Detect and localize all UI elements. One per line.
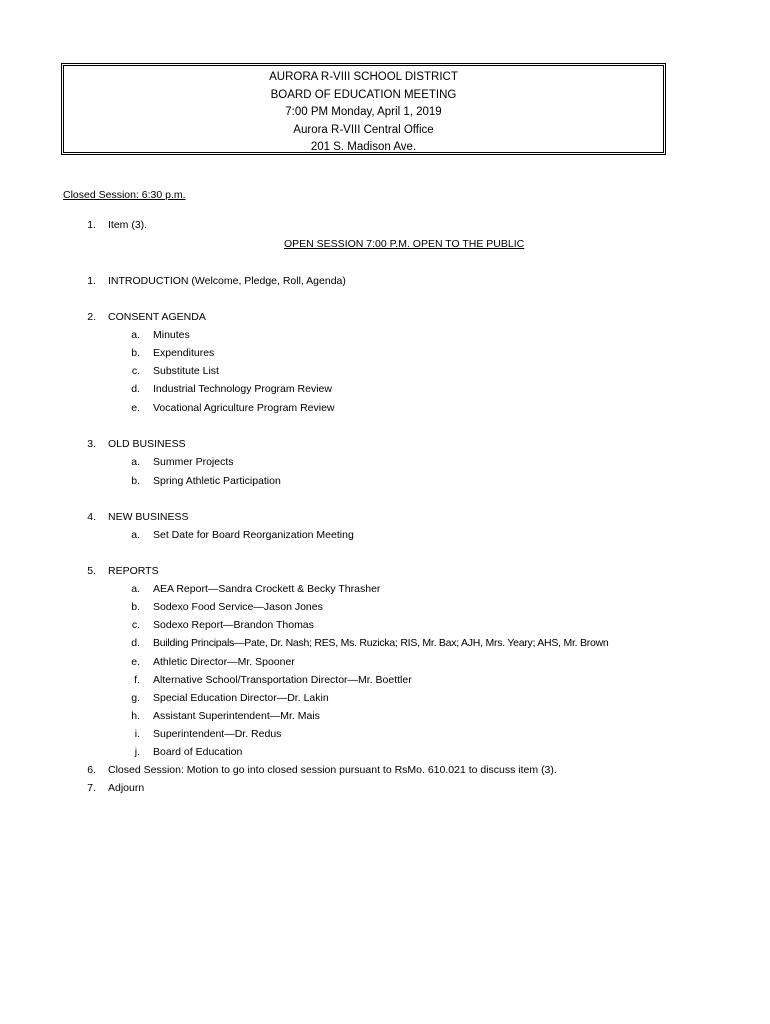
subitem-letter: a. (131, 456, 140, 468)
section-number: 2. (87, 311, 96, 323)
section-title: Closed Session: Motion to go into closed session pursuant to RsMo. 610.021 to discuss item (3). (108, 764, 557, 776)
subitem-letter: a. (131, 329, 140, 341)
meeting-address: 201 S. Madison Ave. (310, 141, 417, 153)
subitem-text: Athletic Director—Mr. Spooner (153, 656, 295, 668)
subitem-text: Alternative School/Transportation Director—Mr. Boettler (153, 674, 412, 686)
subitem-letter: b. (131, 475, 140, 487)
section-title: NEW BUSINESS (108, 511, 189, 523)
subitem-text: Special Education Director—Dr. Lakin (153, 692, 329, 704)
subitem-text: Substitute List (153, 365, 219, 377)
section-title: CONSENT AGENDA (108, 311, 206, 323)
subitem-letter: e. (131, 656, 140, 668)
meeting-header-box (63, 65, 664, 153)
subitem-letter: b. (131, 347, 140, 359)
item-number: 1. (87, 219, 96, 231)
subitem-letter: h. (131, 710, 140, 722)
section-number: 1. (87, 275, 96, 287)
subitem-text: Minutes (153, 329, 190, 341)
section-title: INTRODUCTION (Welcome, Pledge, Roll, Agenda) (108, 275, 346, 287)
subitem-letter: c. (131, 619, 140, 631)
subitem-text: Vocational Agriculture Program Review (153, 402, 335, 414)
meeting-location: Aurora R-VIII Central Office (293, 123, 434, 136)
section-title: REPORTS (108, 565, 159, 577)
subitem-letter: d. (131, 637, 140, 649)
meeting-datetime: 7:00 PM Monday, April 1, 2019 (285, 106, 442, 118)
subitem-letter: b. (131, 601, 140, 613)
subitem-text: Spring Athletic Participation (153, 475, 281, 487)
section-number: 5. (87, 565, 96, 577)
subitem-text: Superintendent—Dr. Redus (153, 728, 282, 740)
subitem-letter: g. (131, 692, 140, 704)
section-number: 3. (87, 438, 96, 450)
subitem-letter: j. (134, 746, 140, 758)
subitem-letter: a. (131, 583, 140, 595)
subitem-text: Board of Education (153, 746, 243, 758)
section-number: 4. (87, 511, 96, 523)
district-name: AURORA R-VIII SCHOOL DISTRICT (269, 71, 458, 83)
section-title: OLD BUSINESS (108, 438, 186, 450)
section-number: 7. (87, 782, 96, 794)
section-title: Adjourn (108, 782, 145, 794)
subitem-text: Building Principals—Pate, Dr. Nash; RES, Ms. Ruzicka; RIS, Mr. Bax; AJH, Mrs. Yeary; AHS, Mr. Brown (153, 637, 609, 649)
subitem-letter: c. (131, 365, 140, 377)
subitem-letter: d. (131, 383, 140, 395)
subitem-text: Set Date for Board Reorganization Meeting (153, 529, 354, 541)
subitem-text: Sodexo Report—Brandon Thomas (153, 619, 314, 631)
item-text: Item (3). (108, 219, 148, 231)
subitem-text: Assistant Superintendent—Mr. Mais (153, 710, 320, 722)
subitem-text: Summer Projects (153, 456, 234, 468)
subitem-text: Sodexo Food Service—Jason Jones (153, 601, 323, 613)
subitem-text: AEA Report—Sandra Crockett & Becky Thrasher (153, 583, 381, 595)
subitem-letter: a. (131, 529, 140, 541)
subitem-letter: f. (134, 674, 140, 686)
open-session-title: OPEN SESSION 7:00 P.M. OPEN TO THE PUBLIC (284, 238, 525, 250)
subitem-letter: e. (131, 402, 140, 414)
subitem-text: Expenditures (153, 347, 215, 359)
meeting-title: BOARD OF EDUCATION MEETING (270, 88, 457, 101)
closed-session-title: Closed Session: 6:30 p.m. (63, 189, 186, 201)
subitem-letter: i. (134, 728, 140, 740)
subitem-text: Industrial Technology Program Review (153, 383, 332, 395)
section-number: 6. (87, 764, 96, 776)
